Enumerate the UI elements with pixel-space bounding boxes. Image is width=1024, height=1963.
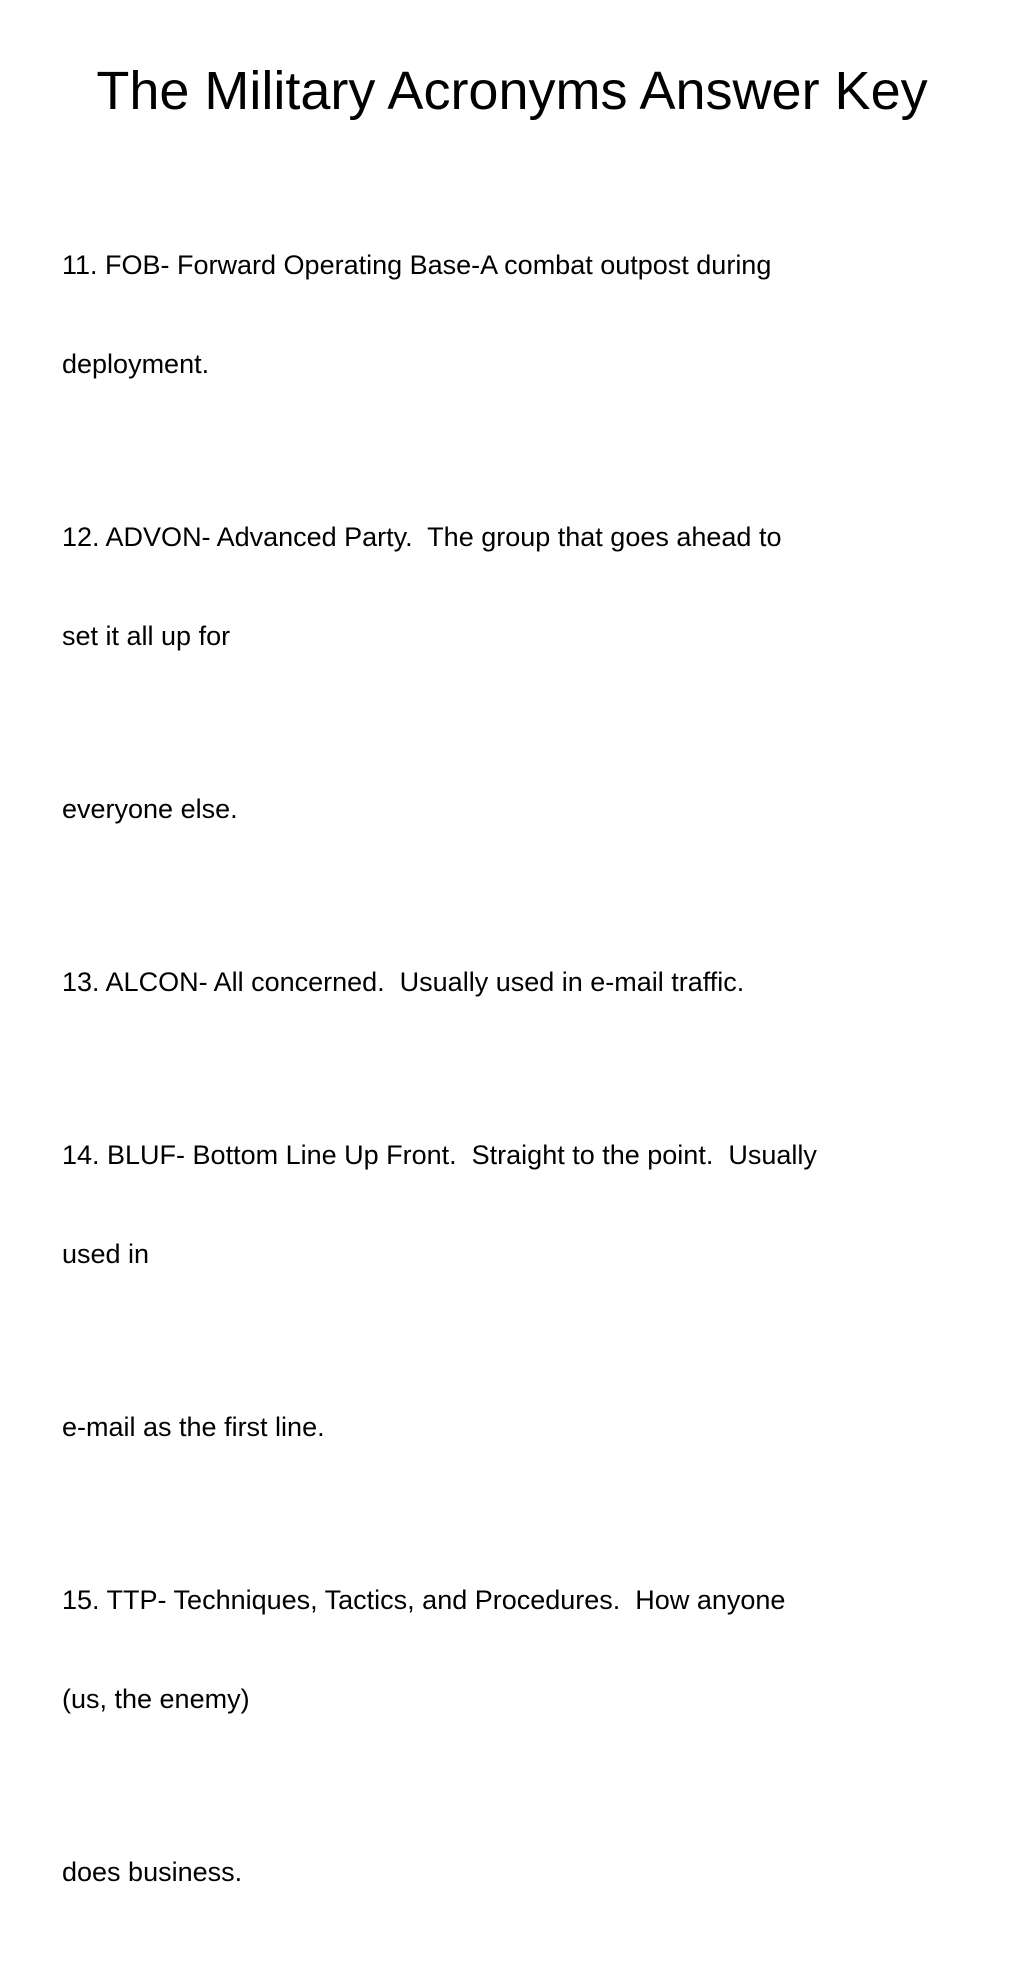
paragraph-alcon xyxy=(62,900,982,1065)
slide-body xyxy=(62,183,982,1963)
paragraph-line: 13. ALCON- All concerned. Usually used in e-mail traffic. xyxy=(62,967,745,997)
paragraph-line: 15. TTP- Techniques, Tactics, and Procedures. How anyone xyxy=(62,1585,786,1615)
paragraph-line: deployment. xyxy=(62,349,210,379)
paragraph-bluf xyxy=(62,1073,982,1337)
paragraph-advon xyxy=(62,455,982,719)
paragraph-line: everyone else. xyxy=(62,794,238,824)
paragraph-line: set it all up for xyxy=(62,621,231,651)
paragraph-ttp xyxy=(62,1518,982,1782)
paragraph-line: (us, the enemy) xyxy=(62,1684,250,1714)
paragraph-line: does business. xyxy=(62,1857,243,1887)
paragraph-line: e-mail as the first line. xyxy=(62,1412,325,1442)
paragraph-line: 12. ADVON- Advanced Party. The group that goes ahead to xyxy=(62,522,782,552)
paragraph-advon-continued xyxy=(62,727,982,892)
paragraph-fob xyxy=(62,183,982,447)
paragraph-bluf-continued xyxy=(62,1345,982,1510)
paragraph-ttp-continued xyxy=(62,1790,982,1955)
paragraph-line: 14. BLUF- Bottom Line Up Front. Straight to the point. Usually xyxy=(62,1140,817,1170)
paragraph-line: used in xyxy=(62,1239,150,1269)
slide-title: The Military Acronyms Answer Key xyxy=(96,61,928,121)
paragraph-line: 11. FOB- Forward Operating Base-A combat outpost during xyxy=(62,250,772,280)
